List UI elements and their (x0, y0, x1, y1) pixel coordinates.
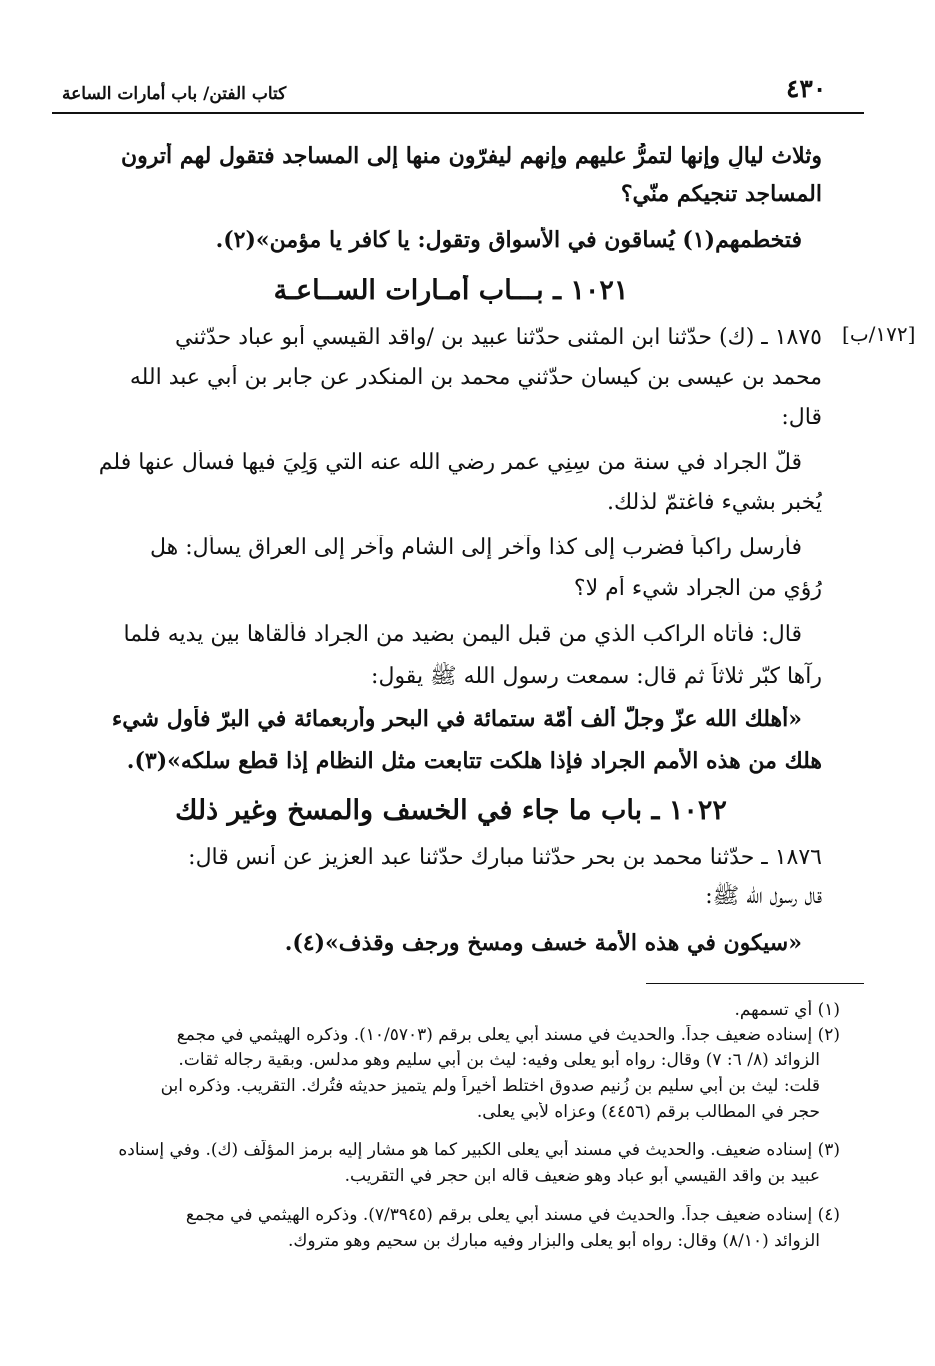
footnote-2-line-2: الزوائد (٨/ ٦: ٧) وقال: رواه أبو يعلى وفيه: ليث بن أبي سليم وهو مدلس. وبقية رجاله ثقات. (178, 1050, 820, 1070)
body-line-11: قال: فأتاه الراكب الذي من قبل اليمن بضيد من الجراد فألقاها بين يديه فلما (123, 622, 802, 647)
manuscript-folio-ref: [١٧٢/ب] (842, 322, 916, 346)
footnote-2-line-4: حجر في المطالب برقم (٤٤٥٦) وعزاه لأبي يعلى. (476, 1102, 820, 1122)
chapter-heading-1022: ١٠٢٢ ـ باب ما جاء في الخسف والمسخ وغير ذلك (175, 795, 727, 826)
chapter-heading-1021: ١٠٢١ ـ بـــاب أمـارات الســاعـة (273, 275, 629, 306)
footnote-1: (١) أي تسمهم. (734, 1000, 840, 1020)
footnote-3-line-2: عبيد بن واقد القيسي أبو عباد وهو ضعيف قاله ابن حجر في التقريب. (344, 1166, 820, 1186)
footnote-separator (646, 983, 864, 984)
hadith-1875-isnad-line-3: قال: (781, 405, 822, 430)
footnote-2-line-3: قلت: ليث بن أبي سليم بن زُنيم صدوق اختلط أخيراً ولم يتميز حديثه فتُرك. التقريب. وذكره ابن (160, 1076, 820, 1096)
header-rule (52, 112, 864, 114)
body-line-10: رُؤي من الجراد شيء أم لا؟ (573, 576, 822, 601)
footnote-4-line-1: (٤) إسناده ضعيف جداً. والحديث في مسند أبي يعلى برقم (٧/٣٩٤٥). وذكره الهيثمي في مجمع (185, 1205, 840, 1225)
footnote-4-line-2: الزوائد (٨/١٠) وقال: رواه أبو يعلى والبزار وفيه مبارك بن سحيم وهو متروك. (287, 1231, 820, 1251)
prophetic-saying-1876: «سيكون في هذه الأمة خسف ومسخ ورجف وقذف»(٤). (284, 930, 802, 956)
body-line-9: فأرسل راكباً فضرب إلى كذا وآخر إلى الشام وآخر إلى العراق يسأل: هل (149, 535, 802, 560)
hadith-1876-isnad-line-2: قال رسول الله ﷺ: (705, 884, 822, 909)
body-line-1: وثلاث ليالٍ وإنها لتمرُّ عليهم وإنهم ليفرّون منها إلى المساجد فتقول لهم أترون (121, 143, 822, 169)
prophetic-saying-line-2: هلك من هذه الأمم الجراد فإذا هلكت تتابعت مثل النظام إذا قطع سلكه»(٣). (126, 748, 822, 774)
footnote-3-line-1: (٣) إسناده ضعيف. والحديث في مسند أبي يعلى الكبير كما هو مشار إليه برمز المؤلّف (ك). وفي إسناده (118, 1140, 840, 1160)
body-line-2: المساجد تنجيكم منّي؟ (620, 181, 822, 207)
hadith-1875-isnad-line-2: محمد بن عيسى بن كيسان حدّثني محمد بن المنكدر عن جابر بن أبي عبد الله (129, 365, 822, 390)
body-line-12: رآها كبّر ثلاثاً ثم قال: سمعت رسول الله ﷺ يقول: (371, 664, 822, 689)
running-title: كتاب الفتن/ باب أمارات الساعة (62, 84, 287, 104)
body-line-7: قلّ الجراد في سنة من سِنِي عمر رضي الله عنه التي وَلِيَ فيها فسأل عنها فلم (98, 450, 802, 475)
body-line-3: فتخطمهم(١) يُساقون في الأسواق وتقول: يا كافر يا مؤمن»(٢). (215, 227, 802, 253)
page-number: ٤٣٠ (786, 74, 827, 103)
hadith-1875-isnad-line-1: ١٨٧٥ ـ (ك) حدّثنا ابن المثنى حدّثنا عبيد بن /واقد القيسي أبو عباد حدّثني (175, 325, 822, 350)
footnote-2-line-1: (٢) إسناده ضعيف جداً. والحديث في مسند أبي يعلى برقم (١٠/٥٧٠٣). وذكره الهيثمي في مجمع (176, 1025, 840, 1045)
body-line-8: يُخبر بشيء فاغتمّ لذلك. (606, 490, 822, 515)
prophetic-saying-line-1: «أهلك الله عزّ وجلّ ألف أُمّة ستمائة في البحر وأربعمائة في البرّ فأول شيء (111, 706, 802, 732)
hadith-1876-isnad-line-1: ١٨٧٦ ـ حدّثنا محمد بن بحر حدّثنا مبارك حدّثنا عبد العزيز عن أنس قال: (188, 845, 822, 870)
